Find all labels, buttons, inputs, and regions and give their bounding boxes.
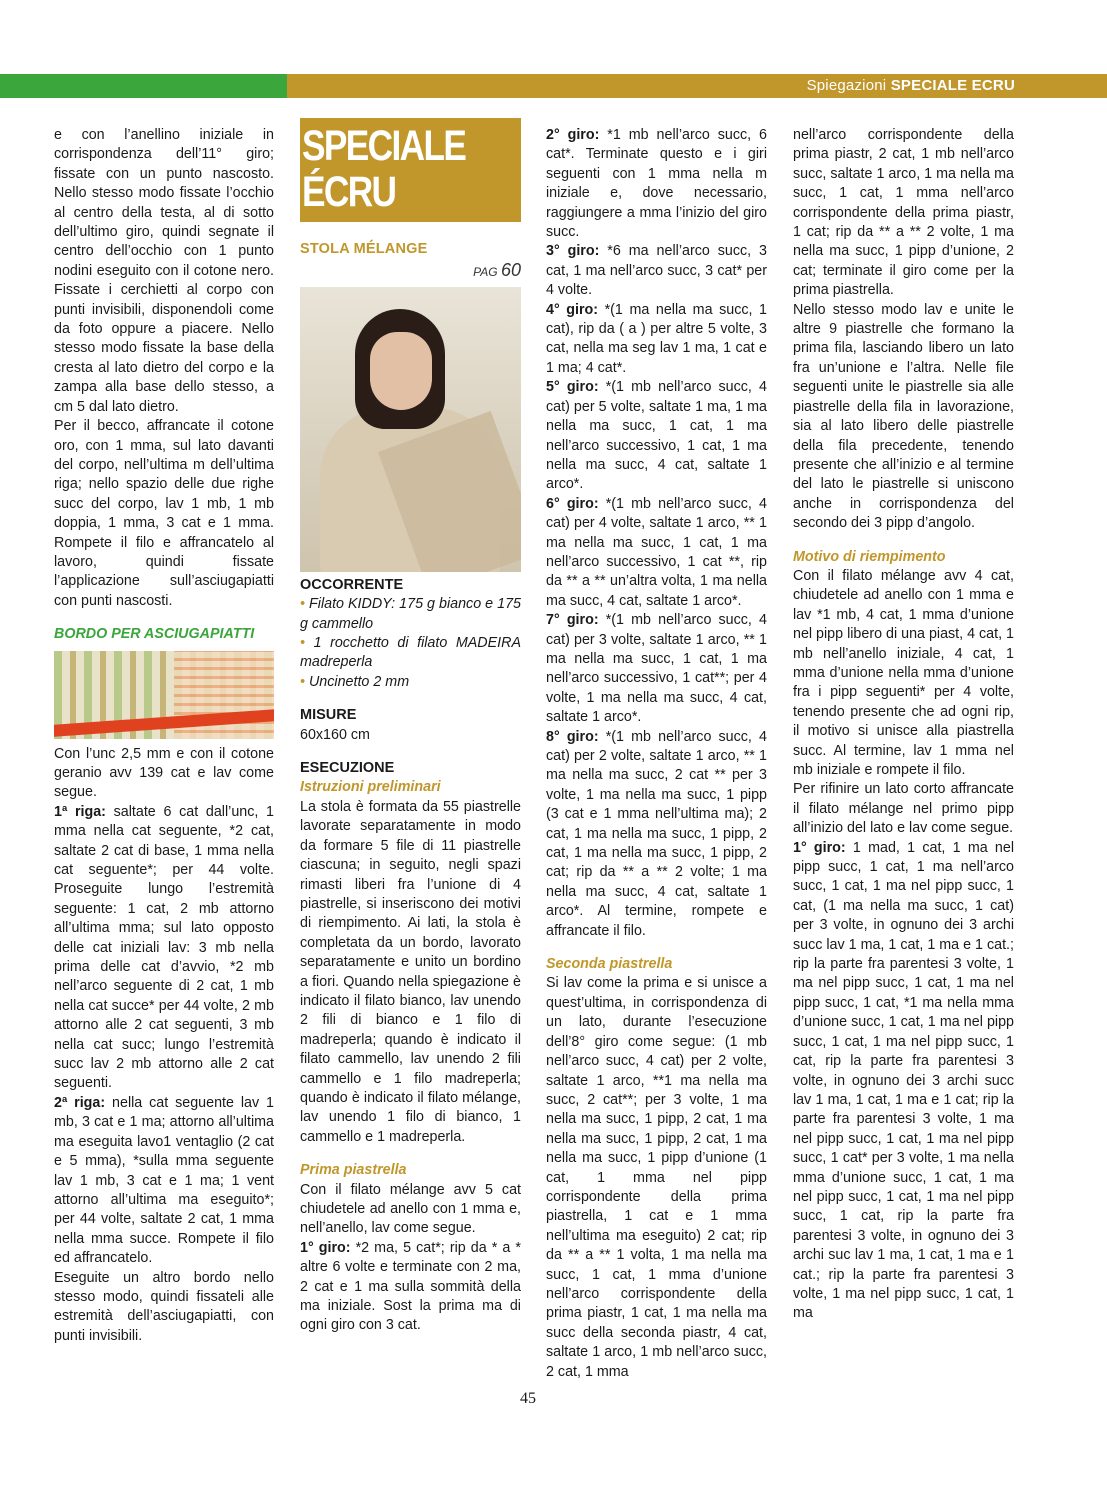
paragraph: Con il filato mélange avv 5 cat chiudetele ad anello con 1 mma e, nell’anello, lav come segue. [300, 1181, 521, 1237]
page-reference: PAG 60 [473, 260, 521, 281]
title-line-1: SPECIALE [302, 122, 466, 170]
paragraph: Si lav come la prima e si unisce a quest’ultima, in corrispondenza di un lato, durante l’esecuzione dell’8° giro come segue: (1 mb nell’arco succ, 4 cat) per 2 volte, saltate 1 arco, **1 ma nella ma succ, 2 cat**; per 3 volte, 1 ma nella ma succ, 1 pipp, 2 cat, 1 ma nella ma succ, 1 pipp, 2 cat, 1 ma nella ma succ, 1 pipp d’unione (1 cat, 1 mma nel pipp corrispondente della prima piastrella, 1 cat e 1 mma nell’ultima ma eseguito) 2 cat; rip da ** a ** 1 volta, 1 ma nella ma succ, 1 cat, 1 mma d’unione nell’arco corrispondente della prima piastr, 1 cat, 1 ma nella ma succ della seconda piastr, 4 cat, saltate 1 arco, 1 mb nell’arco succ, 2 cat, 1 mma [546, 975, 767, 1380]
paragraph: nell’arco corrispondente della prima piastr, 2 cat, 1 mb nell’arco succ, saltate 1 arco, 1 ma nella ma succ, 1 cat, 1 mma nell’arco corrispondente della prima piastr, 1 cat; rip da ** a ** 2 volte, 1 ma nella ma succ, 1 pipp d’unione, 2 cat; terminate il giro come per la prima piastrella. [793, 127, 1014, 299]
model-photo [300, 287, 521, 572]
paragraph: 4° giro: *(1 ma nella ma succ, 1 cat), rip da ( a ) per altre 5 volte, 3 cat, nella ma seg lav 1 ma, 1 cat e 1 ma; 4 cat*. [546, 301, 768, 376]
paragraph: e con l’anellino iniziale in corrispondenza dell’11° giro; fissate con un punto nascosto. Nello stesso modo fissate l’occhio al centro della testa, al di sotto dell’ultimo giro, quindi segnate il centro dell’occhio con 1 punto nodini eseguito con il cotone nero. Fissate i cerchietti al corpo con punti invisibili, disponendoli come da foto oppure a piacere. Nello stesso modo fissate la base della cresta al lato dietro del corpo e la zampa alla base dello stesso, a cm 5 dal lato dietro. [54, 127, 274, 415]
header-bar [0, 74, 1107, 98]
subsection-title: Seconda piastrella [546, 956, 673, 973]
misure-value: 60x160 cm [300, 726, 370, 743]
column-3 [546, 126, 767, 1382]
subsection-title: Istruzioni preliminari [300, 779, 441, 796]
paragraph: Eseguite un altro bordo nello stesso modo, quindi fissateli alle estremità dell’asciugapiatti, con punti invisibili. [54, 1269, 274, 1344]
paragraph: Con il filato mélange avv 4 cat, chiudetele ad anello con 1 mma e lav *1 mb, 4 cat, 1 mma d’unione nel pipp libero di una piast, 4 cat, 1 mb nell’anello iniziale, 4 cat, 1 mma d’unione nella mma d’unione fra i pipp seguenti* per 4 volte, tenendo presente che ad ogni rip, il motivo si unisce alla piastrella succ. Al termine, lav 1 mma nel mb iniziale e rompete il filo. [793, 567, 1014, 778]
section-title-box [300, 118, 521, 222]
paragraph: 3° giro: *6 ma nell’arco succ, 3 cat, 1 ma nell’arco succ, 3 cat* per 4 volte. [546, 243, 767, 299]
occorrente-heading: OCCORRENTE [300, 576, 404, 593]
paragraph: 5° giro: *(1 mb nell’arco succ, 4 cat) per 5 volte, saltate 1 ma, 1 ma nella ma succ, 1 cat, 1 ma nell’arco successivo, 1 cat, 1 ma nella ma succ, 4 cat, saltate 1 arco*. [546, 379, 767, 493]
paragraph: 2° giro: *1 mb nell’arco succ, 6 cat*. Terminate questo e i giri seguenti con 1 mma nella m iniziale e, dove necessario, raggiungere a mma l’inizio del giro succ. [546, 127, 767, 241]
paragraph: 8° giro: *(1 mb nell’arco succ, 4 cat) per 2 volte, saltate 1 arco, ** 1 ma nella ma succ, 2 cat ** per 3 volte, 1 ma nella ma succ, 1 pipp (3 cat e 1 mma nell’ultima ma); 2 cat, 1 ma nella ma succ, 1 pipp, 2 cat, 1 ma nella ma succ, 1 pipp, 2 cat; rip da ** a ** 2 volte; 1 ma nella ma succ, 4 cat, saltate 1 arco*. Al termine, rompete e affrancate il filo. [546, 728, 767, 939]
paragraph: 1° giro: *2 ma, 5 cat*; rip da * a * altre 6 volte e terminate con 2 ma, 2 cat e 1 ma sulla sommità della ma iniziale. Sost la prima ma di ogni giro con 3 cat. [300, 1239, 521, 1334]
dishtowel-photo [54, 651, 274, 739]
paragraph: 2ª riga: nella cat seguente lav 1 mb, 3 cat e 1 ma; attorno all’ultima ma eseguita lavo1 ventaglio (2 cat e 5 mma), *sulla mma seguente lav 1 mb, 3 cat e 1 ma; 1 vent attorno all’ultima ma eseguito*; per 44 volte, saltate 2 cat, 1 mma nella mma succe. Rompete il filo ed affrancatelo. [54, 1094, 274, 1267]
paragraph: Per rifinire un lato corto affrancate il filato mélange nel primo pipp all’inizio del lato e lav come segue. [793, 781, 1014, 837]
list-item: • 1 rocchetto di filato MADEIRA madreperla [300, 635, 521, 671]
page-number: 45 [520, 1390, 536, 1407]
paragraph: 1° giro: 1 mad, 1 cat, 1 ma nel pipp succ, 1 cat, 1 ma nell’arco succ, 1 cat, 1 ma nel pipp succ, 1 cat, (1 ma nella ma succ, 1 cat) per 3 volte, in ognuno dei 3 archi succ lav 1 ma, 1 cat, 1 ma e 1 cat.; rip la parte fra parentesi 3 volte, 1 ma nel pipp succ, 1 cat, 1 ma nel pipp succ, 1 cat, *1 ma nella mma d’unione succ, 1 cat, 1 ma nel pipp succ, 1 cat, 1 ma nel pipp succ, 1 cat, rip la parte fra parentesi 3 volte, in ognuno dei 3 archi succ lav 1 ma, 1 cat, 1 ma e 1 cat; rip la parte fra parentesi 3 volte, 1 ma nel pipp succ, 1 cat, 1 ma nel pipp succ, 1 cat* per 3 volte, 1 ma nella mma d’unione succ, 1 cat, 1 ma nel pipp succ, 1 cat, 1 ma nel pipp succ, 1 cat, rip la parte fra parentesi 3 volte, in ognuno dei 3 archi suc lav 1 ma, 1 cat, 1 ma e 1 cat.; rip la parte fra parentesi 3 volte, 1 ma nel pipp succ, 1 cat, 1 ma [793, 839, 1015, 1322]
section-title-bordo: BORDO PER ASCIUGAPIATTI [54, 626, 255, 643]
esecuzione-heading: ESECUZIONE [300, 760, 395, 777]
header-title: Spiegazioni SPECIALE ECRU [806, 77, 1015, 94]
column-4 [793, 126, 1014, 1324]
column-2 [300, 118, 521, 1336]
title-line-2: ÉCRU [302, 168, 396, 216]
list-item: • Filato KIDDY: 175 g bianco e 175 g cammello [300, 596, 521, 632]
subsection-title: Prima piastrella [300, 1162, 407, 1179]
paragraph: Nello stesso modo lav e unite le altre 9 piastrelle che formano la prima fila, lasciando libero un lato fra un’unione e l’altra. Nelle file seguenti unite le piastrelle sia alle piastrelle della fila in lavorazione, sia al lato libero delle piastrelle della fila precedente, tenendo presente che all’inizio e al termine del lato le piastrelle si uniscono anche in corrispondenza del secondo dei 3 pipp d’angolo. [793, 301, 1014, 532]
paragraph: 1ª riga: saltate 6 cat dall’unc, 1 mma nella cat seguente, *2 cat, saltate 2 cat di base, 1 mma nella cat seguente*; per 44 volte. Proseguite lungo l’estremità seguente: 1 cat, 2 mb attorno all’ultima mma; sul lato opposto delle cat iniziali lav: 3 mb nella prima delle cat d’avvio, *2 mb nell’arco seguente di 2 cat, 1 mb nella cat succe* per 44 volte, 2 mb attorno alle 2 cat seguenti, 3 mb nella cat succ; lungo l’estremità succ lav 2 mb attorno alle 2 cat seguenti. [54, 803, 274, 1092]
project-title: STOLA MÉLANGE [300, 241, 428, 257]
paragraph: La stola è formata da 55 piastrelle lavorate separatamente in modo da formare 5 file di 11 piastrelle ciascuna; in seguito, negli spazi rimasti liberi fra l’unione di 4 piastrelle, si inseriscono dei motivi di riempimento. Ai lati, la stola è completata da un bordo, lavorato separatamente e unito un bordino a fiori. Quando nella spiegazione è indicato il filato bianco, lav unendo 2 fili di bianco e 1 filo di madreperla; quando è indicato il filato cammello, lav unendo 2 fili cammello e 1 filo madreperla; quando è indicato il filato mélange, lav unendo 1 filo di bianco, 1 cammello e 1 madreperla. [300, 798, 521, 1145]
paragraph: 7° giro: *(1 mb nell’arco succ, 4 cat) per 3 volte, saltate 1 arco, ** 1 ma nella ma succ, 1 cat, 1 ma nell’arco successivo, 1 cat**; per 4 volte, 1 ma nella ma succ, 4 cat, saltate 1 arco*. [546, 612, 767, 726]
column-1 [54, 126, 274, 1346]
paragraph: Con l’unc 2,5 mm e con il cotone geranio avv 139 cat e lav come segue. [54, 745, 274, 801]
list-item: • Uncinetto 2 mm [300, 673, 410, 690]
paragraph: Per il becco, affrancate il cotone oro, con 1 mma, sul lato davanti del corpo, nell’ultima m dell’ultima riga; nello spazio delle due righe succ del corpo, lav 1 mb, 1 mb doppia, 1 mma, 3 cat e 1 mma. Rompete il filo e affrancatelo al lavoro, quindi fissate l’applicazione sull’asciugapiatti con punti nascosti. [54, 418, 274, 609]
paragraph: 6° giro: *(1 mb nell’arco succ, 4 cat) per 4 volte, saltate 1 arco, ** 1 ma nella ma succ, 1 cat, 1 ma nell’arco successivo, 1 cat **, rip da ** a ** un’altra volta, 1 ma nella ma succ, 4 cat, saltate 1 arco*. [546, 495, 767, 609]
misure-heading: MISURE [300, 707, 357, 724]
subsection-title: Motivo di riempimento [793, 548, 946, 565]
header-green-band [0, 74, 287, 98]
